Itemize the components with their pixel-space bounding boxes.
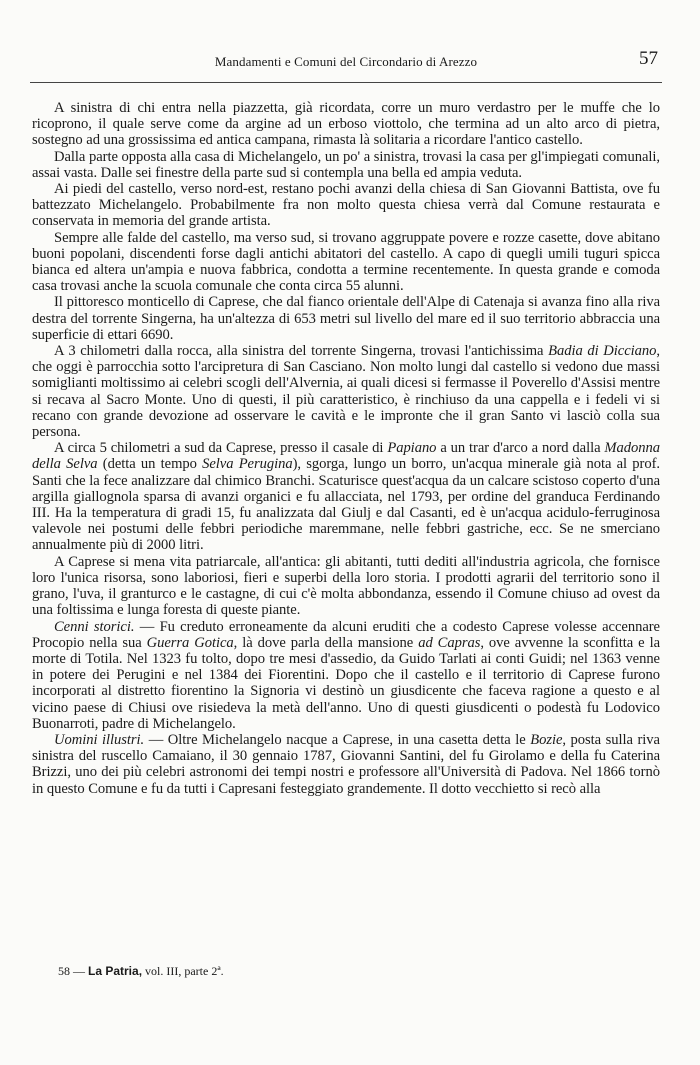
- text-run: Ai piedi del castello, verso nord-est, restano pochi avanzi della chiesa di San Giovanni Battista, ove fu battezzato Michelangelo. Probabilmente fra non molto questa chiesa verrà dal Comune restaurata e conservata in memoria del grande artista.: [32, 181, 660, 230]
- text-run: A sinistra di chi entra nella piazzetta, già ricordata, corre un muro verdastro per le muffe che lo ricoprono, il quale serve come da argine ad un erboso viottolo, che termina ad un alto arco di pietra, sostegno ad una grossissima ed antica campana, rimasta là solitaria a ricordare l'antico castello.: [32, 100, 660, 149]
- italic-text: Cenni storici.: [54, 618, 135, 635]
- page-number: 57: [639, 48, 658, 69]
- publication-title: La Patria,: [88, 964, 143, 978]
- text-run: — Oltre Michelangelo nacque a Caprese, in una casetta detta le: [144, 731, 531, 748]
- running-header: [30, 42, 662, 83]
- text-run: Dalla parte opposta alla casa di Michelangelo, un po' a sinistra, trovasi la casa per gl'impiegati comunali, assai vasta. Dalle sei finestre della parte sud si contempla una bella ed ampia veduta.: [32, 148, 660, 181]
- text-run: , ove avvenne la sconfitta e la morte di Totila. Nel 1323 fu tolto, dopo tre mesi d'assedio, da Guido Tarlati ai conti Guidi; nel 1363 venne in potere dei Perugini e nel 1384 dei Fiorentini. Dopo che il castello e il territorio di Caprese furono incorporati al distretto fiorentino la Signoria vi destinò un giusdicente che faceva ragione a questo e al vicino paese di Chiusi ove risiedeva la metà dell'anno. Uno di questi giusdicenti o podestà fu Lodovico Buonarroti, padre di Michelangelo.: [32, 634, 660, 732]
- paragraph: [32, 732, 660, 797]
- italic-text: Badia di Dicciano: [548, 343, 657, 360]
- text-run: — Fu creduto erroneamente da alcuni eruditi che a codesto Caprese volesse accennare Procopio nella sua: [32, 618, 660, 651]
- paragraph: [32, 343, 660, 440]
- italic-text: Uomini illustri.: [54, 731, 145, 748]
- text-run: Il pittoresco monticello di Caprese, che dal fianco orientale dell'Alpe di Catenaja si avanza fino alla riva destra del torrente Singerna, ha un'altezza di 653 metri sul livello del mare ed il suo territorio abbraccia una superficie di ettari 6690.: [32, 294, 660, 343]
- paragraph: [32, 149, 660, 181]
- paragraph: [32, 619, 660, 732]
- italic-text: ad Capras: [418, 634, 481, 651]
- text-run: , posta sulla riva sinistra del ruscello Camaiano, il 30 gennaio 1787, Giovanni Santini, del fu Girolamo e della fu Caterina Brizzi, uno dei più celebri astronomi dei tempi nostri e professore all'Università di Padova. Nel 1866 tornò in questo Comune e fu da tutti i Capresani festeggiato grandemente. Il dotto vecchietto si recò alla: [32, 731, 660, 797]
- text-run: , che oggi è parrocchia sotto l'arcipretura di San Casciano. Non molto lungi dal castello si vedono due massi somiglianti moltissimo ai celebri scogli dell'Alvernia, ai quali dicesi si fermasse il Poverello d'Assisi mentre si recava al Sacro Monte. Uno di questi, il più caratteristico, è rinchiuso da una cappella e i fedeli vi si recano con grande devozione ad osservare le cavità e le impronte che il gran Santo vi lasciò colla sua persona.: [32, 343, 660, 441]
- signature-mark: 58 —: [58, 964, 85, 978]
- text-run: , là dove parla della mansione: [233, 634, 419, 651]
- italic-text: Selva Perugina: [202, 456, 293, 473]
- text-run: A Caprese si mena vita patriarcale, all'antica: gli abitanti, tutti dediti all'industria agricola, che fornisce loro l'unica risorsa, sono laboriosi, fieri e superbi della loro storia. I prodotti agrarii del territorio sono il grano, l'uva, il granturco e le castagne, di cui c'è molta abbondanza, essendo il Comune chiuso ad ovest da una foltissima e lunga foresta di queste piante.: [32, 553, 660, 619]
- italic-text: Guerra Gotica: [146, 634, 234, 651]
- text-run: A circa 5 chilometri a sud da Caprese, presso il casale di: [54, 440, 388, 457]
- body-text: [32, 100, 660, 797]
- text-run: Sempre alle falde del castello, ma verso sud, si trovano aggruppate povere e rozze casette, dove abitano buoni popolani, discendenti forse dagli antichi abitatori del castello. A capo di quegli umili tuguri spicca bianca ed altera un'ampia e nuova fabbrica, condotta a termine recentemente. In questa grande e comoda casa trovasi anche la scuola comunale che conta circa 55 alunni.: [32, 229, 660, 295]
- italic-text: Papiano: [387, 440, 437, 457]
- paragraph: [32, 294, 660, 343]
- paragraph: [32, 100, 660, 149]
- volume-info: vol. III, parte 2ª.: [145, 964, 224, 978]
- paragraph: [32, 230, 660, 295]
- header-title: Mandamenti e Comuni del Circondario di Arezzo: [214, 54, 478, 69]
- paragraph: [32, 554, 660, 619]
- footer-signature: [58, 964, 224, 979]
- italic-text: Madonna della Selva: [32, 440, 660, 473]
- text-run: (detta un tempo: [97, 456, 203, 473]
- italic-text: Bozie: [530, 731, 563, 748]
- paragraph: [32, 181, 660, 230]
- paragraph: [32, 440, 660, 553]
- text-run: a un trar d'arco a nord dalla: [436, 440, 605, 457]
- text-run: ), sgorga, lungo un borro, un'acqua minerale già nota al prof. Santi che la fece analizzare dal chimico Branchi. Scaturisce quest'acqua da un calcare scistoso coperto d'una argilla giallognola sparsa di avanzi organici e fu allacciata, nel 1793, per ordine del granduca Ferdinando III. Ha la temperatura di gradi 15, fu analizzata dal Giulj e dal Casanti, ed è un'acqua acidulo-ferruginosa valevole nei postumi delle febbri periodiche maremmane, nelle febbri gastriche, ecc. Se ne smerciano annualmente più di 2000 litri.: [32, 456, 660, 554]
- text-run: A 3 chilometri dalla rocca, alla sinistra del torrente Singerna, trovasi l'antichissima: [54, 343, 549, 360]
